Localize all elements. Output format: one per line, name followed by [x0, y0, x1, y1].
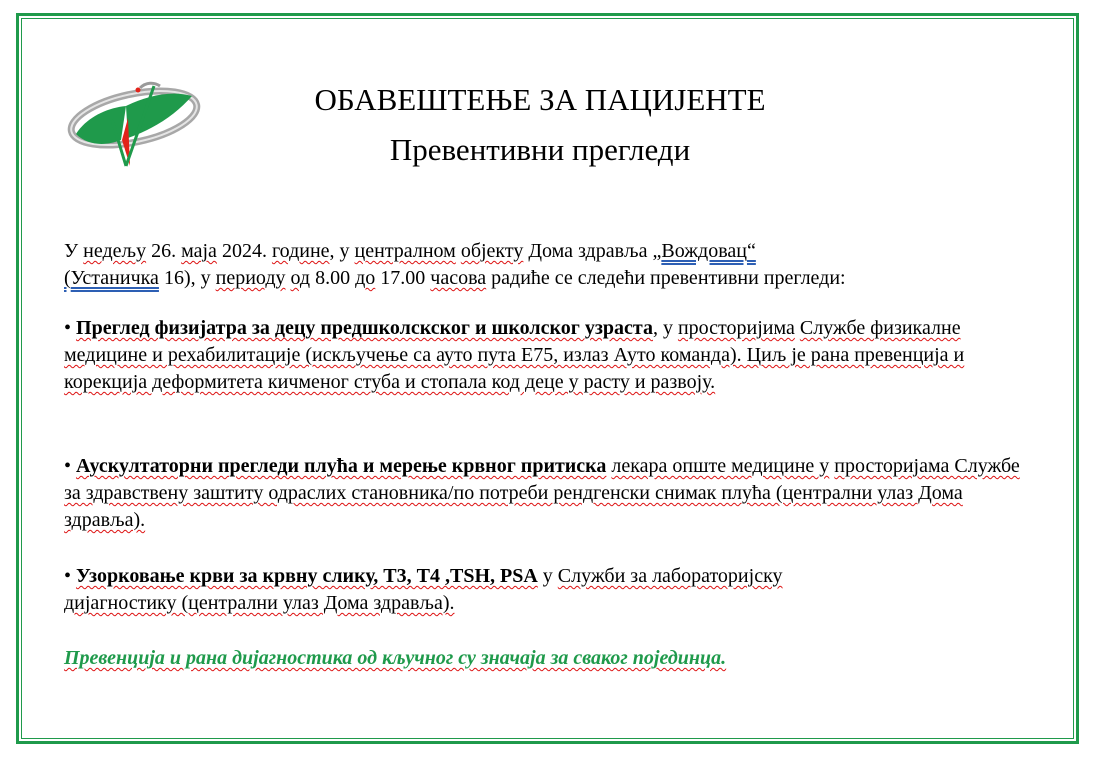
list-item-physiatrist: • Преглед физијатра за децу предшколскског и школског узраста, у просторијима Службе физикалне медицине и рехабилитације (искључење са ауто пута Е75, излаз Ауто команда). Циљ је рана превенција и корекција деформитета кичменог стуба и стопала код деце у расту и развоју. [64, 317, 965, 393]
intro-paragraph: У недељу 26. маја 2024. године, у централном објекту Дома здравља „Вождовац“ (Устаничка 16), у периоду од 8.00 до 17.00 часова радиће се следећи превентивни прегледи: [64, 240, 846, 289]
list-item-auscultation: • Аускултаторни прегледи плућа и мерење крвног притиска лекара опште медицине у просторијама Службе за здравствену заштиту одраслих становника/по потреби рендгенски снимак плућа (централни улаз Дома здравља). [64, 455, 1020, 531]
health-center-logo-icon [66, 78, 204, 170]
list-item-blood-sampling: • Узорковање крви за крвну слику, Т3, Т4 ,TSH, PSA у Служби за лабораторијску дијагностику (централни улаз Дома здравља). [64, 565, 783, 614]
closing-statement: Превенција и рана дијагностика од кључног су значаја за сваког појединца. [64, 647, 727, 669]
page-title: ОБАВЕШТЕЊЕ ЗА ПАЦИЈЕНТЕ [314, 82, 766, 117]
page-subtitle: Превентивни прегледи [389, 132, 691, 167]
